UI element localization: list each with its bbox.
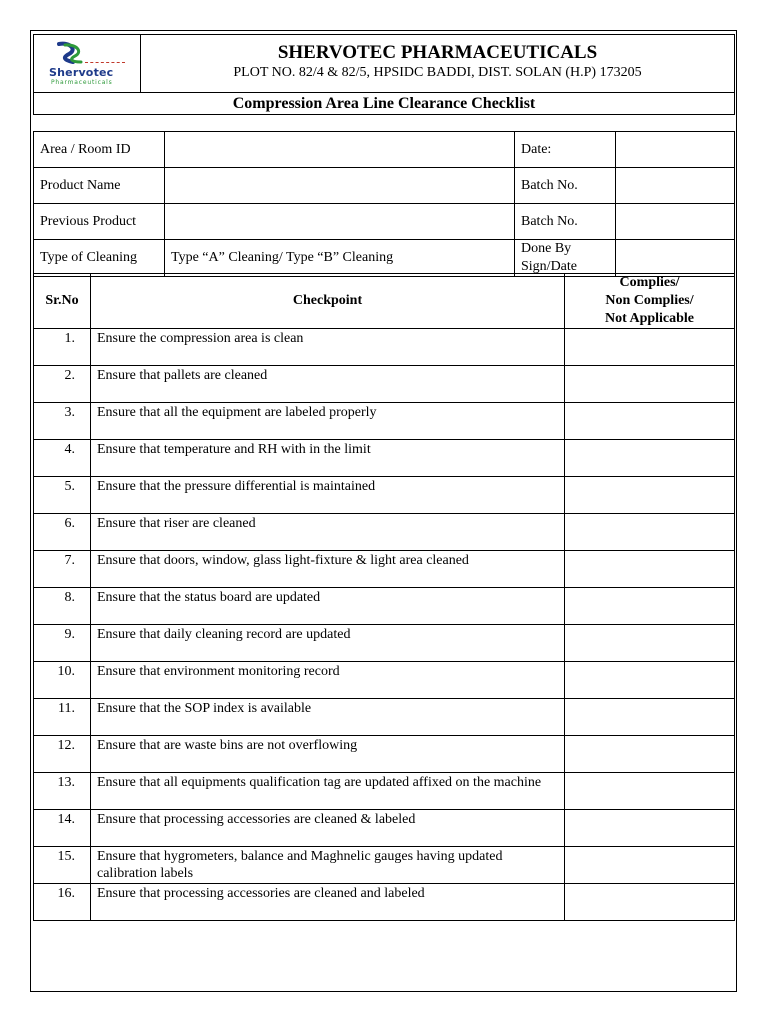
table-row <box>34 662 735 699</box>
row-number: 3. <box>34 403 91 440</box>
previous-batch-no-field[interactable] <box>616 204 735 240</box>
compliance-field[interactable] <box>565 736 735 773</box>
table-row <box>34 847 735 884</box>
checkpoint-header: Checkpoint <box>91 274 565 329</box>
srno-header: Sr.No <box>34 274 91 329</box>
company-logo <box>41 40 133 90</box>
checkpoint-text: Ensure that the SOP index is available <box>91 699 565 736</box>
row-number: 8. <box>34 588 91 625</box>
checkpoint-text: Ensure that environment monitoring record <box>91 662 565 699</box>
checkpoint-text: Ensure that are waste bins are not overflowing <box>91 736 565 773</box>
row-number: 12. <box>34 736 91 773</box>
checkpoint-text: Ensure the compression area is clean <box>91 329 565 366</box>
table-row <box>34 366 735 403</box>
table-row <box>34 514 735 551</box>
table-row <box>34 588 735 625</box>
checklist-table <box>33 273 735 921</box>
checkpoint-text: Ensure that processing accessories are cleaned and labeled <box>91 884 565 921</box>
company-address: PLOT NO. 82/4 & 82/5, HPSIDC BADDI, DIST. SOLAN (H.P) 173205 <box>233 64 642 80</box>
compliance-field[interactable] <box>565 662 735 699</box>
compliance-field[interactable] <box>565 699 735 736</box>
compliance-field[interactable] <box>565 773 735 810</box>
row-number: 13. <box>34 773 91 810</box>
company-info-cell <box>141 35 735 93</box>
cleaning-type-label: Type of Cleaning <box>34 240 165 277</box>
row-number: 2. <box>34 366 91 403</box>
complies-header-line2: Non Complies/ <box>605 293 694 308</box>
date-value-field[interactable] <box>616 132 735 168</box>
row-number: 9. <box>34 625 91 662</box>
product-name-label: Product Name <box>34 168 165 204</box>
logo-subtext: Pharmaceuticals <box>51 79 113 86</box>
table-row <box>34 810 735 847</box>
row-number: 11. <box>34 699 91 736</box>
compliance-field[interactable] <box>565 551 735 588</box>
checkpoint-text: Ensure that hygrometers, balance and Maghnelic gauges having updated calibration labels <box>91 847 565 884</box>
table-row <box>34 884 735 921</box>
checkpoint-text: Ensure that all equipments qualification tag are updated affixed on the machine <box>91 773 565 810</box>
table-row <box>34 551 735 588</box>
compliance-field[interactable] <box>565 810 735 847</box>
info-table <box>33 131 735 277</box>
done-by-label <box>515 240 616 277</box>
checkpoint-text: Ensure that pallets are cleaned <box>91 366 565 403</box>
table-row <box>34 736 735 773</box>
compliance-field[interactable] <box>565 625 735 662</box>
row-number: 4. <box>34 440 91 477</box>
compliance-field[interactable] <box>565 329 735 366</box>
checkpoint-text: Ensure that the status board are updated <box>91 588 565 625</box>
row-number: 16. <box>34 884 91 921</box>
table-row <box>34 773 735 810</box>
table-row <box>34 403 735 440</box>
row-number: 1. <box>34 329 91 366</box>
checklist-body <box>34 329 735 921</box>
compliance-field[interactable] <box>565 366 735 403</box>
logo-dashed-line <box>85 62 125 63</box>
row-number: 7. <box>34 551 91 588</box>
compliance-field[interactable] <box>565 477 735 514</box>
logo-cell <box>34 35 141 93</box>
batch-no-label: Batch No. <box>515 168 616 204</box>
complies-header <box>565 274 735 329</box>
row-number: 15. <box>34 847 91 884</box>
checkpoint-text: Ensure that all the equipment are labeled properly <box>91 403 565 440</box>
compliance-field[interactable] <box>565 403 735 440</box>
row-number: 6. <box>34 514 91 551</box>
area-value-field[interactable] <box>165 132 515 168</box>
cleaning-type-value: Type “A” Cleaning/ Type “B” Cleaning <box>165 240 515 277</box>
previous-product-label: Previous Product <box>34 204 165 240</box>
date-label: Date: <box>515 132 616 168</box>
previous-product-field[interactable] <box>165 204 515 240</box>
checkpoint-text: Ensure that riser are cleaned <box>91 514 565 551</box>
row-number: 10. <box>34 662 91 699</box>
done-by-text: Done By <box>521 241 572 256</box>
form-title: Compression Area Line Clearance Checklist <box>34 93 735 115</box>
checkpoint-text: Ensure that temperature and RH with in the limit <box>91 440 565 477</box>
compliance-field[interactable] <box>565 847 735 884</box>
table-row <box>34 625 735 662</box>
row-number: 14. <box>34 810 91 847</box>
table-row <box>34 699 735 736</box>
checkpoint-text: Ensure that daily cleaning record are updated <box>91 625 565 662</box>
compliance-field[interactable] <box>565 514 735 551</box>
table-row <box>34 329 735 366</box>
compliance-field[interactable] <box>565 884 735 921</box>
sign-date-text: Sign/Date <box>521 259 577 274</box>
company-name: SHERVOTEC PHARMACEUTICALS <box>277 41 598 63</box>
compliance-field[interactable] <box>565 588 735 625</box>
form-header <box>33 34 735 115</box>
previous-batch-no-label: Batch No. <box>515 204 616 240</box>
product-name-field[interactable] <box>165 168 515 204</box>
compliance-field[interactable] <box>565 440 735 477</box>
checkpoint-text: Ensure that processing accessories are cleaned & labeled <box>91 810 565 847</box>
table-row <box>34 477 735 514</box>
checkpoint-text: Ensure that the pressure differential is maintained <box>91 477 565 514</box>
complies-header-line3: Not Applicable <box>604 311 695 326</box>
row-number: 5. <box>34 477 91 514</box>
area-label: Area / Room ID <box>34 132 165 168</box>
table-row <box>34 440 735 477</box>
logo-text: Shervotec <box>49 66 114 79</box>
done-by-field[interactable] <box>616 240 735 277</box>
checkpoint-text: Ensure that doors, window, glass light-fixture & light area cleaned <box>91 551 565 588</box>
complies-header-line1: Complies/ <box>619 275 680 290</box>
batch-no-field[interactable] <box>616 168 735 204</box>
